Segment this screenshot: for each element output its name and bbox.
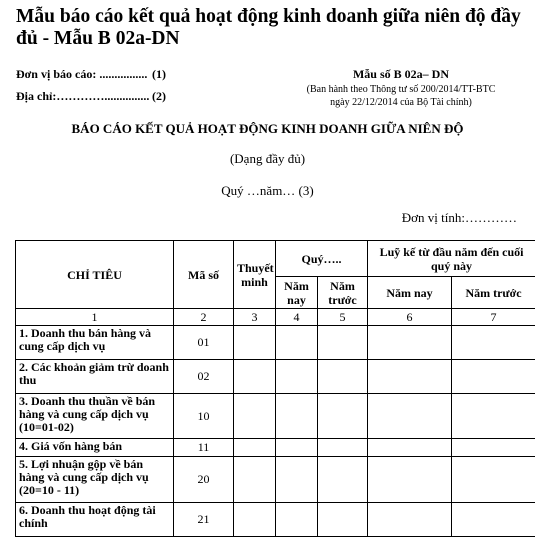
column-index: 5: [318, 309, 368, 326]
row-cell: [318, 503, 368, 537]
header-quarter-prev-year: Năm trước: [318, 277, 368, 309]
row-cell: [318, 394, 368, 439]
issued-by-line-1: (Ban hành theo Thông tư số 200/2014/TT-BTC: [266, 84, 535, 95]
row-indicator: 4. Giá vốn hàng bán: [16, 439, 174, 457]
header-indicator: CHỈ TIÊU: [16, 241, 174, 309]
row-code: 20: [174, 457, 234, 503]
header-quarter: Quý…..: [276, 241, 368, 277]
row-cell: [276, 439, 318, 457]
row-cell: [368, 439, 452, 457]
reporting-unit-block: [16, 66, 166, 110]
table-row: [16, 457, 535, 503]
header-ytd-this-year: Năm nay: [368, 277, 452, 309]
report-period: Quý …năm… (3): [0, 183, 535, 199]
form-number-block: [266, 66, 535, 108]
form-number: Mẫu số B 02a– DN: [266, 66, 535, 82]
header-quarter-this-year: Năm nay: [276, 277, 318, 309]
row-cell: [368, 394, 452, 439]
header-ytd-prev-year: Năm trước: [452, 277, 535, 309]
row-cell: [276, 503, 318, 537]
row-cell: [318, 360, 368, 394]
header-note: Thuyết minh: [234, 241, 276, 309]
row-cell: [318, 439, 368, 457]
row-indicator: 1. Doanh thu bán hàng và cung cấp dịch vụ: [16, 326, 174, 360]
row-cell: [368, 360, 452, 394]
column-index: 3: [234, 309, 276, 326]
row-cell: [234, 326, 276, 360]
row-cell: [276, 457, 318, 503]
row-indicator: 5. Lợi nhuận gộp về bán hàng và cung cấp dịch vụ (20=10 - 11): [16, 457, 174, 503]
row-cell: [234, 439, 276, 457]
document-title: Mẫu báo cáo kết quả hoạt động kinh doanh giữa niên độ đầy đủ - Mẫu B 02a-DN: [16, 6, 531, 50]
row-cell: [234, 394, 276, 439]
row-cell: [318, 326, 368, 360]
header-code: Mã số: [174, 241, 234, 309]
row-cell: [234, 503, 276, 537]
row-indicator: 3. Doanh thu thuần về bán hàng và cung cấp dịch vụ (10=01-02): [16, 394, 174, 439]
column-index: 2: [174, 309, 234, 326]
column-index-row: [16, 309, 535, 326]
column-index: 6: [368, 309, 452, 326]
column-index: 4: [276, 309, 318, 326]
table-row: [16, 326, 535, 360]
income-statement-table: [15, 240, 535, 537]
row-indicator: 6. Doanh thu hoạt động tài chính: [16, 503, 174, 537]
address-label: Địa chỉ:…………...............: [16, 88, 146, 104]
row-code: 02: [174, 360, 234, 394]
table-row: [16, 439, 535, 457]
row-cell: [276, 360, 318, 394]
report-subtitle: (Dạng đầy đủ): [0, 151, 535, 167]
row-cell: [452, 326, 535, 360]
row-code: 21: [174, 503, 234, 537]
row-cell: [368, 326, 452, 360]
row-cell: [452, 394, 535, 439]
report-title: BÁO CÁO KẾT QUẢ HOẠT ĐỘNG KINH DOANH GIỮA NIÊN ĐỘ: [0, 121, 535, 137]
row-cell: [368, 457, 452, 503]
address-footnote: (2): [152, 89, 166, 103]
issued-by-line-2: ngày 22/12/2014 của Bộ Tài chính): [266, 97, 535, 108]
row-indicator: 2. Các khoản giảm trừ doanh thu: [16, 360, 174, 394]
reporting-unit-footnote: (1): [152, 67, 166, 81]
table-row: [16, 360, 535, 394]
reporting-unit-label: Đơn vị báo cáo: ................: [16, 66, 146, 82]
table-row: [16, 394, 535, 439]
column-index: 7: [452, 309, 535, 326]
row-cell: [318, 457, 368, 503]
row-cell: [234, 360, 276, 394]
column-index: 1: [16, 309, 174, 326]
reporting-unit-line: [16, 66, 166, 88]
row-cell: [368, 503, 452, 537]
table-row: [16, 503, 535, 537]
row-cell: [234, 457, 276, 503]
row-cell: [452, 360, 535, 394]
currency-unit: Đơn vị tính:…………: [402, 210, 517, 226]
row-cell: [276, 394, 318, 439]
row-cell: [452, 439, 535, 457]
row-cell: [276, 326, 318, 360]
row-code: 01: [174, 326, 234, 360]
header-ytd: Luỹ kế từ đầu năm đến cuối quý này: [368, 241, 535, 277]
address-line: [16, 88, 166, 110]
row-cell: [452, 503, 535, 537]
row-cell: [452, 457, 535, 503]
row-code: 10: [174, 394, 234, 439]
row-code: 11: [174, 439, 234, 457]
